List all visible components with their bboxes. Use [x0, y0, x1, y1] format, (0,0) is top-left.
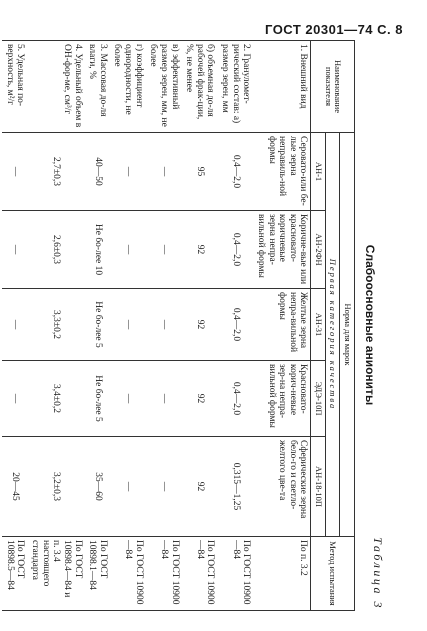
anionite-norms-table [2, 40, 355, 611]
col-header-category: Первая категория качества [325, 133, 340, 537]
col-header-norm-group: Норма для марок [340, 133, 355, 537]
row-method: По ГОСТ 10898.1—84 [85, 537, 110, 611]
table-row [2, 41, 27, 611]
row-value: — [146, 211, 182, 289]
row-indicator-name: в) эффективный размер зерен, мм, не более [146, 41, 182, 133]
row-value: — [2, 289, 27, 361]
col-header-brand: ЭДЭ-10П [311, 361, 326, 437]
row-value: 0,4—2,0 [217, 133, 253, 211]
row-value: 3,2±0,3 [27, 437, 84, 537]
col-header-brand: АН-2ФН [311, 211, 326, 289]
row-value: Коричне-вые или красновато-коричневые зерна непра-вильной формы [253, 211, 311, 289]
col-header-brand: АН-18-10П [311, 437, 326, 537]
row-value: Желтые зерна непра-вильной формы [253, 289, 311, 361]
row-value: 2,7±0,3 [27, 133, 84, 211]
rotated-table-block [4, 40, 385, 610]
row-value: 0,4—2,0 [217, 289, 253, 361]
table-row [217, 41, 253, 611]
row-indicator-name: 1. Внешний вид [253, 41, 311, 133]
row-method: По ГОСТ 10900—84 [146, 537, 182, 611]
row-indicator-name: г) коэффициент однородности, не более [110, 41, 146, 133]
row-value: 92 [182, 211, 218, 289]
row-value: 35—60 [85, 437, 110, 537]
row-indicator-name: б) объемная до-ля рабочей фрак-ции, %, не менее [182, 41, 218, 133]
table-row [146, 41, 182, 611]
row-value: Не бо-лее 10 [85, 211, 110, 289]
row-value: — [110, 133, 146, 211]
row-value: — [110, 211, 146, 289]
row-value: 92 [182, 361, 218, 437]
row-value: — [110, 361, 146, 437]
table-label: Таблица 3 [371, 537, 385, 610]
page-header: ГОСТ 20301—74 С. 8 [265, 22, 403, 37]
row-value: Красновато-корич-невые зер-на непра-вильной формы [253, 361, 311, 437]
row-indicator-name: 5. Удельная по-верхность, м²/г [2, 41, 27, 133]
row-value: 0,4—2,0 [217, 361, 253, 437]
row-method: По ГОСТ 10898.4—84 и п. 3.4 настоящего стандарта [27, 537, 84, 611]
row-value: 0,4—2,0 [217, 211, 253, 289]
table-title: Слабоосновные аниониты [363, 244, 377, 406]
row-method: По ГОСТ 10900—84 [217, 537, 253, 611]
row-value: 95 [182, 133, 218, 211]
table-row [110, 41, 146, 611]
row-value: Не бо-лее 5 [85, 361, 110, 437]
row-indicator-name: 3. Массовая до-ля влаги, % [85, 41, 110, 133]
table-row [253, 41, 311, 611]
row-value: — [146, 289, 182, 361]
row-value: 2,6±0,3 [27, 211, 84, 289]
table-row [85, 41, 110, 611]
row-method: По ГОСТ 10900—84 [182, 537, 218, 611]
col-header-brand: АН-31 [311, 289, 326, 361]
row-value: — [2, 361, 27, 437]
row-method: По ГОСТ 10900—84 [110, 537, 146, 611]
row-value: — [146, 437, 182, 537]
row-value: 3,4±0,2 [27, 361, 84, 437]
row-value: 92 [182, 437, 218, 537]
col-header-brand: АН-1 [311, 133, 326, 211]
row-indicator-name: 2. Грануломет-рический состав: а) размер зерен, мм [217, 41, 253, 133]
row-indicator-name: 4. Удельный объем в ОН-фор-ме, см³/г [27, 41, 84, 133]
row-value: — [2, 133, 27, 211]
row-value: 40—50 [85, 133, 110, 211]
row-value: Сферические зерна бело-го и светло-желтого цве-та [253, 437, 311, 537]
row-value: — [2, 211, 27, 289]
col-header-indicator: Наименование показателя [311, 41, 355, 133]
row-value: 3,3±0,2 [27, 289, 84, 361]
row-value: — [146, 133, 182, 211]
table-body [2, 41, 311, 611]
table-row [182, 41, 218, 611]
row-value: 92 [182, 289, 218, 361]
row-value: 20—45 [2, 437, 27, 537]
row-value: Не бо-лее 5 [85, 289, 110, 361]
row-value: 0,315—1,25 [217, 437, 253, 537]
row-method: По ГОСТ 10898.5—84 [2, 537, 27, 611]
table-row [27, 41, 84, 611]
row-method: По п. 3.2 [253, 537, 311, 611]
col-header-method: Метод испытания [311, 537, 355, 611]
row-value: — [110, 289, 146, 361]
row-value: — [146, 361, 182, 437]
row-value: — [110, 437, 146, 537]
row-value: Серовато-или бе-лые зерна неправиль-ной формы [253, 133, 311, 211]
